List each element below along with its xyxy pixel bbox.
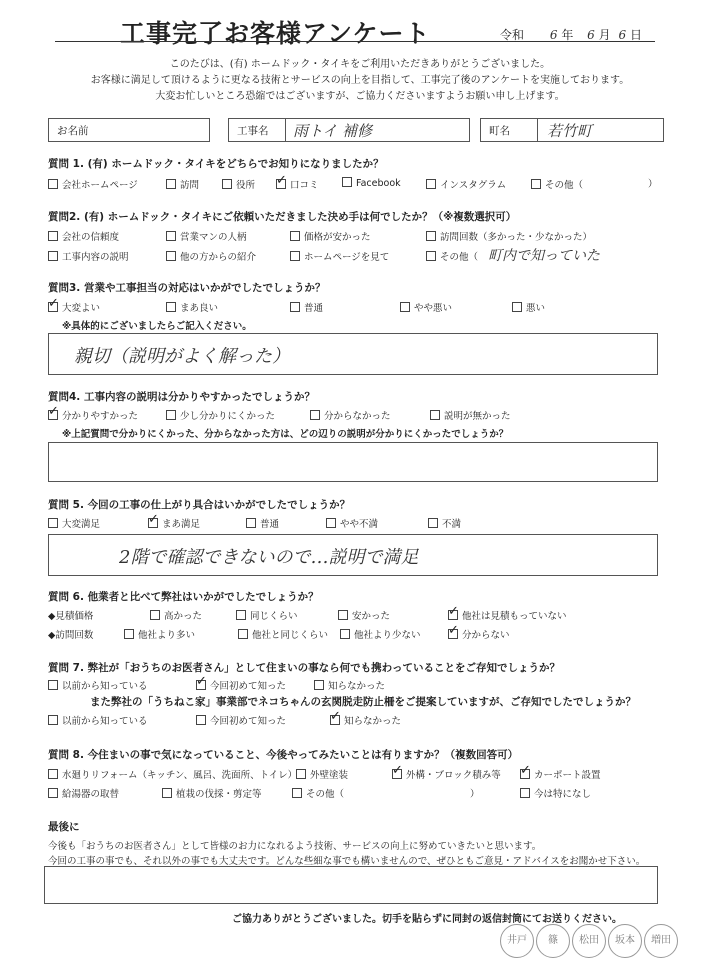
name-label: お名前 [57, 125, 89, 137]
checkbox-icon[interactable] [342, 177, 352, 187]
q3-option-label: 普通 [304, 303, 324, 314]
checkbox-icon[interactable] [48, 769, 58, 779]
checkbox-icon[interactable] [48, 715, 58, 725]
checkbox-icon[interactable] [290, 251, 300, 261]
intro-line-1: このたびは、(有) ホームドック・タイキをご利用いただきありがとうございました。 [169, 59, 551, 70]
date-era: 令和 [500, 28, 525, 42]
q6-visits-option-label: 他社と同じくらい [252, 630, 329, 641]
q2-option[interactable] [426, 249, 478, 263]
checkbox-icon[interactable] [166, 251, 176, 261]
checkbox-icon[interactable] [166, 179, 176, 189]
q1-option-label: 役所 [236, 180, 256, 191]
checkbox-icon[interactable] [448, 610, 458, 620]
q8-r1-option[interactable] [48, 767, 297, 781]
q6-visits-option-label: 他社より少ない [354, 630, 421, 641]
q3-option[interactable] [290, 300, 323, 314]
checkbox-icon[interactable] [290, 231, 300, 241]
q3-option-label: 大変よい [62, 303, 101, 314]
q3-text: 質問3. 営業や工事担当の対応はいかがでしたでしょうか？ [48, 282, 326, 294]
q5-text: 質問 5. 今回の工事の仕上がり具合はいかがでしたでしょうか？ [48, 499, 351, 511]
q7b-option-label: 今回初めて知った [210, 716, 287, 727]
q3-option-label: やや悪い [414, 303, 453, 314]
q7-option[interactable] [196, 678, 286, 692]
q4-option[interactable] [430, 408, 511, 422]
checkbox-icon[interactable] [166, 231, 176, 241]
q7-option-label: 知らなかった [328, 681, 386, 692]
checkbox-icon[interactable] [426, 231, 436, 241]
q4-option[interactable] [310, 408, 391, 422]
q1-option[interactable] [276, 177, 319, 191]
checkbox-icon[interactable] [48, 231, 58, 241]
checkbox-icon[interactable] [531, 179, 541, 189]
checkbox-icon[interactable] [48, 302, 58, 312]
q2-option[interactable] [426, 229, 592, 243]
q6-price-option-label: 高かった [164, 611, 203, 622]
checkbox-icon[interactable] [326, 518, 336, 528]
checkbox-icon[interactable] [48, 680, 58, 690]
checkbox-icon[interactable] [48, 410, 58, 420]
checkbox-icon[interactable] [400, 302, 410, 312]
town-label: 町名 [489, 125, 510, 137]
checkbox-icon[interactable] [426, 251, 436, 261]
q4-sub: ※上記質問で分かりにくかった、分からなかった方は、どの辺りの説明が分かりにくかったでしょうか？ [62, 429, 509, 440]
checkbox-icon[interactable] [236, 610, 246, 620]
q1-option[interactable] [166, 177, 199, 191]
q8-r1-option-label: カーポート設置 [534, 770, 601, 781]
q6-visits-option[interactable] [238, 627, 328, 641]
q2-option[interactable] [48, 229, 119, 243]
q3-option[interactable] [166, 300, 218, 314]
q7-text: 質問 7. 弊社が「おうちのお医者さん」として住まいの事なら何でも携わっていることをご存知でしょうか？ [48, 662, 560, 674]
q2-option-label: 価格が安かった [304, 232, 371, 243]
checkbox-icon[interactable] [124, 629, 134, 639]
q6-visits-option-label: 分からない [462, 630, 510, 641]
q2-option-label: 会社の信頼度 [62, 232, 120, 243]
checkbox-icon[interactable] [512, 302, 522, 312]
q8-r2-option[interactable] [292, 786, 344, 800]
checkbox-icon[interactable] [238, 629, 248, 639]
checkbox-icon[interactable] [276, 179, 286, 189]
q5-option[interactable] [326, 516, 378, 530]
q3-answer-box[interactable] [48, 333, 658, 375]
work-value[interactable]: 雨トイ 補修 [293, 122, 373, 140]
checkbox-icon[interactable] [430, 410, 440, 420]
q8-r2-option[interactable] [162, 786, 262, 800]
q3-answer: 親切（説明がよく解った） [74, 346, 290, 367]
q2-option[interactable] [290, 249, 389, 263]
q1-option[interactable] [48, 177, 138, 191]
approval-stamp: 井戸 [500, 924, 534, 958]
q5-option-label: まあ満足 [162, 519, 201, 530]
q6-row1-label: ◆見積価格 [48, 611, 94, 622]
approval-stamp: 坂本 [608, 924, 642, 958]
checkbox-icon[interactable] [166, 410, 176, 420]
q2-option-label: 訪問回数（多かった・少なかった） [440, 232, 593, 243]
checkbox-icon[interactable] [392, 769, 402, 779]
checkbox-icon[interactable] [290, 302, 300, 312]
q6-visits-option[interactable] [340, 627, 421, 641]
date-year-unit: 年 [561, 28, 574, 42]
q8-r2-option-label: 給湯器の取替 [62, 789, 120, 800]
q2-text: 質問2. (有) ホームドック・タイキにご依頼いただきました決め手は何でしたか？（※複数選択可） [48, 211, 517, 223]
q6-price-option[interactable] [236, 608, 298, 622]
q8-r2-option-label: 今は特になし [534, 789, 592, 800]
q8-r1-option-label: 外壁塗装 [310, 770, 349, 781]
q2-option-label: 営業マンの人柄 [180, 232, 247, 243]
q6-price-option[interactable] [448, 608, 567, 622]
last-line-2: 今回の工事の事でも、それ以外の事でも大丈夫です。どんな些細な事でも構いませんので、ぜひともご意見・アドバイスをお聞かせ下さい。 [48, 856, 646, 867]
q1-text: 質問 1. (有) ホームドック・タイキをどちらでお知りになりましたか？ [48, 158, 384, 170]
checkbox-icon[interactable] [338, 610, 348, 620]
checkbox-icon[interactable] [166, 302, 176, 312]
checkbox-icon[interactable] [520, 769, 530, 779]
q5-option-label: 普通 [260, 519, 280, 530]
q2-other-answer[interactable]: 町内で知っていた [488, 248, 600, 264]
q1-option-label: その他（ [545, 180, 584, 191]
checkbox-icon[interactable] [196, 715, 206, 725]
q5-option-label: やや不満 [340, 519, 379, 530]
q8-r2-option[interactable] [520, 786, 591, 800]
q8-r1-option-label: 水廻りリフォーム（キッチン、風呂、洗面所、トイレ） [62, 770, 298, 781]
q6-price-option[interactable] [150, 608, 202, 622]
approval-stamp: 篠 [536, 924, 570, 958]
q8-r2-option-label: その他（ [306, 789, 345, 800]
date-day: 6 [618, 28, 627, 42]
q6-price-option[interactable] [338, 608, 390, 622]
q2-option[interactable] [166, 249, 256, 263]
checkbox-icon[interactable] [292, 788, 302, 798]
checkbox-icon[interactable] [246, 518, 256, 528]
q3-option[interactable] [400, 300, 452, 314]
date [500, 26, 642, 43]
q1-option[interactable] [342, 177, 401, 189]
q8-r1-option[interactable] [296, 767, 348, 781]
q8-r2-option[interactable] [48, 786, 119, 800]
q6-row2-label-text: 訪問回数 [55, 630, 94, 641]
date-year: 6 [549, 28, 558, 42]
checkbox-icon[interactable] [310, 410, 320, 420]
q6-text: 質問 6. 他業者と比べて弊社はいかがでしたでしょうか？ [48, 591, 319, 603]
town-value[interactable]: 若竹町 [547, 122, 593, 140]
checkbox-icon[interactable] [520, 788, 530, 798]
work-box [228, 118, 470, 142]
q6-row1-label-text: 見積価格 [55, 611, 94, 622]
q7b-option-label: 知らなかった [344, 716, 402, 727]
q5-option-label: 大変満足 [62, 519, 101, 530]
q1-option-label: Facebook [356, 178, 401, 189]
q2-option[interactable] [290, 229, 371, 243]
q6-visits-option-label: 他社より多い [138, 630, 196, 641]
work-label: 工事名 [237, 125, 269, 137]
checkbox-icon[interactable] [428, 518, 438, 528]
checkbox-icon[interactable] [196, 680, 206, 690]
checkbox-icon[interactable] [330, 715, 340, 725]
q7-option[interactable] [48, 678, 148, 692]
checkbox-icon[interactable] [426, 179, 436, 189]
name-box [48, 118, 210, 142]
approval-stamp: 増田 [644, 924, 678, 958]
q2-option-label: 他の方からの紹介 [180, 252, 257, 263]
intro-line-3: 大変お忙しいところ恐縮ではございますが、ご協力くださいますようお願い申し上げます。 [155, 91, 565, 102]
last-line-1: 今後も「おうちのお医者さん」として皆様のお力になれるよう技術、サービスの向上に努めていきたいと思います。 [48, 841, 542, 852]
q5-option[interactable] [428, 516, 461, 530]
checkbox-icon[interactable] [48, 179, 58, 189]
q6-visits-option[interactable] [448, 627, 510, 641]
q6-visits-option[interactable] [124, 627, 195, 641]
footer-note: ご協力ありがとうございました。切手を貼らずに同封の返信封筒にてお送りください。 [232, 914, 622, 925]
q3-sub: ※具体的にございましたらご記入ください。 [62, 321, 252, 332]
q2-option-label: 工事内容の説明 [62, 252, 129, 263]
town-box [480, 118, 664, 142]
q3-option-label: まあ良い [180, 303, 219, 314]
q7-option[interactable] [314, 678, 385, 692]
q4-option-label: 分かりやすかった [62, 411, 139, 422]
q7b-option[interactable] [196, 713, 286, 727]
q5-option[interactable] [246, 516, 279, 530]
q3-option[interactable] [48, 300, 100, 314]
q7b-option[interactable] [330, 713, 401, 727]
q2-option[interactable] [48, 249, 129, 263]
checkbox-icon[interactable] [314, 680, 324, 690]
last-heading: 最後に [48, 821, 80, 833]
q8-r1-option[interactable] [392, 767, 501, 781]
q4-option[interactable] [48, 408, 138, 422]
q6-price-option-label: 安かった [352, 611, 391, 622]
q4-option-label: 説明が無かった [444, 411, 511, 422]
q5-option[interactable] [148, 516, 200, 530]
q3-option[interactable] [512, 300, 545, 314]
q7b-option[interactable] [48, 713, 148, 727]
checkbox-icon[interactable] [162, 788, 172, 798]
q4-option[interactable] [166, 408, 275, 422]
last-answer-box[interactable] [44, 866, 658, 904]
q1-close: ） [648, 179, 658, 190]
q7-option-label: 今回初めて知った [210, 681, 287, 692]
q4-option-label: 少し分かりにくかった [180, 411, 276, 422]
q1-option-label: 訪問 [180, 180, 200, 191]
q8-r2-option-label: 植栽の伐採・剪定等 [176, 789, 262, 800]
q1-option-label: 口コミ [290, 180, 319, 191]
q3-option-label: 悪い [526, 303, 546, 314]
q8-text: 質問 8. 今住まいの事で気になっていること、今後やってみたいことは有りますか？（複数回答可） [48, 749, 519, 761]
q8-close: ） [470, 789, 480, 800]
checkbox-icon[interactable] [48, 788, 58, 798]
q8-r1-option-label: 外構・ブロック積み等 [406, 770, 501, 781]
q4-text: 質問4. 工事内容の説明は分かりやすかったでしょうか？ [48, 391, 315, 403]
q1-option-label: 会社ホームページ [62, 180, 138, 191]
checkbox-icon[interactable] [48, 251, 58, 261]
q8-r1-option[interactable] [520, 767, 601, 781]
checkbox-icon[interactable] [150, 610, 160, 620]
q7-text2: また弊社の「うちねこ家」事業部でネコちゃんの玄関脱走防止柵をご提案していますが、ご存知でしたでしょうか？ [90, 696, 636, 708]
q5-answer-box[interactable] [48, 534, 658, 576]
checkbox-icon[interactable] [448, 629, 458, 639]
q5-option-label: 不満 [442, 519, 462, 530]
q4-option-label: 分からなかった [324, 411, 391, 422]
checkbox-icon[interactable] [48, 518, 58, 528]
q7-option-label: 以前から知っている [62, 681, 148, 692]
checkbox-icon[interactable] [222, 179, 232, 189]
checkbox-icon[interactable] [296, 769, 306, 779]
q1-option[interactable] [531, 177, 583, 191]
q1-option-label: インスタグラム [440, 180, 507, 191]
intro-line-2: お客様に満足して頂けるように更なる技術とサービスの向上を目指して、工事完了後のアンケートを実施しております。 [90, 75, 630, 86]
q5-option[interactable] [48, 516, 100, 530]
q6-price-option-label: 他社は見積もっていない [462, 611, 567, 622]
q7b-option-label: 以前から知っている [62, 716, 148, 727]
q6-row2-label: ◆訪問回数 [48, 630, 94, 641]
q6-price-option-label: 同じくらい [250, 611, 298, 622]
survey-title: 工事完了お客様アンケート [120, 19, 431, 48]
date-month: 6 [587, 28, 595, 42]
q2-option-label: ホームページを見て [304, 252, 390, 263]
q1-option[interactable] [426, 177, 506, 191]
date-month-unit: 月 [598, 28, 611, 42]
checkbox-icon[interactable] [340, 629, 350, 639]
q2-option-label: その他（ [440, 252, 479, 263]
q4-answer-box[interactable] [48, 442, 658, 482]
q2-option[interactable] [166, 229, 247, 243]
q5-answer: 2階で確認できないので…説明で満足 [119, 547, 419, 568]
date-day-unit: 日 [629, 28, 642, 42]
approval-stamp: 松田 [572, 924, 606, 958]
q1-option[interactable] [222, 177, 255, 191]
checkbox-icon[interactable] [148, 518, 158, 528]
